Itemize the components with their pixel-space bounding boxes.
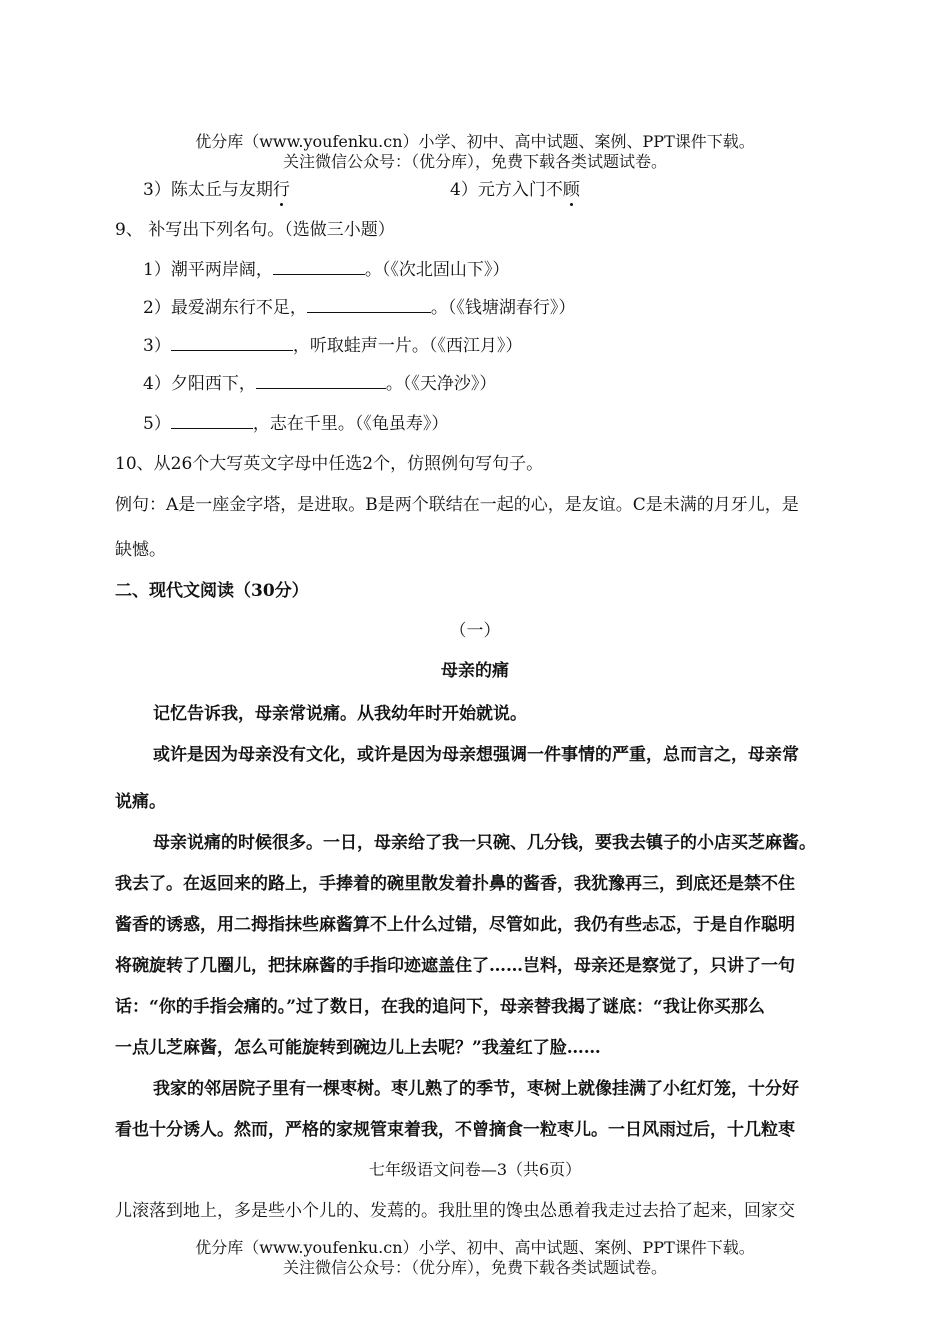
essay-line: 将碗旋转了几圈儿，把抹麻酱的手指印迹遮盖住了……岂料，母亲还是察觉了，只讲了一句 xyxy=(115,956,795,976)
essay-line: 说痛。 xyxy=(115,792,166,812)
q9-item-3: 3） ，听取蛙声一片。（《西江月》） xyxy=(143,336,523,356)
essay-line: 我去了。在返回来的路上，手捧着的碗里散发着扑鼻的酱香，我犹豫再三，到底还是禁不住 xyxy=(115,874,795,894)
essay-line: 一点儿芝麻酱，怎么可能旋转到碗边儿上去呢？”我羞红了脸…… xyxy=(115,1038,601,1058)
header-line-2: 关注微信公众号：（优分库），免费下载各类试题试卷。 xyxy=(282,1258,667,1277)
header-line-1: 优分库（www.youfenku.cn）小学、初中、高中试题、案例、PPT课件下载。 xyxy=(195,132,755,151)
essay-line: 我家的邻居院子里有一棵枣树。枣儿熟了的季节，枣树上就像挂满了小红灯笼，十分好 xyxy=(153,1079,799,1099)
header-line-1: 优分库（www.youfenku.cn）小学、初中、高中试题、案例、PPT课件下载。 xyxy=(195,1238,755,1257)
essay-line: 话：“你的手指会痛的。”过了数日，在我的追问下，母亲替我揭了谜底：“我让你买那么 xyxy=(115,997,765,1017)
q9-item-1: 1）潮平两岸阔， 。（《次北固山下》） xyxy=(143,260,510,280)
q9-item-5: 5） ，志在千里。（《龟虽寿》） xyxy=(143,414,449,434)
q9-title: 9、 补写出下列名句。（选做三小题） xyxy=(115,220,395,240)
page-footer: 七年级语文问卷—3（共6页） xyxy=(368,1160,582,1179)
section-2-title: 二、现代文阅读（30分） xyxy=(115,581,309,601)
q10-example-2: 缺憾。 xyxy=(115,540,166,560)
q10-title: 10、从26个大写英文字母中任选2个，仿照例句写句子。 xyxy=(115,454,544,474)
q10-example-1: 例句：A是一座金字塔，是进取。B是两个联结在一起的心，是友谊。C是未满的月牙儿，是 xyxy=(115,495,799,515)
q8-item-4: 4）元方入门不顾 xyxy=(450,180,580,200)
q9-item-2: 2）最爱湖东行不足， 。（《钱塘湖春行》） xyxy=(143,298,576,318)
essay-continuation: 儿滚落到地上，多是些小个儿的、发蔫的。我肚里的馋虫怂恿着我走过去拾了起来，回家交 xyxy=(115,1201,795,1221)
part-label: （一） xyxy=(449,621,501,641)
essay-line: 酱香的诱惑，用二拇指抹些麻酱算不上什么过错，尽管如此，我仍有些忐忑，于是自作聪明 xyxy=(115,915,795,935)
essay-line: 母亲说痛的时候很多。一日，母亲给了我一只碗、几分钱，要我去镇子的小店买芝麻酱。 xyxy=(153,833,816,853)
q9-item-4: 4）夕阳西下， 。（《天净沙》） xyxy=(143,374,497,394)
essay-line: 看也十分诱人。然而，严格的家规管束着我，不曾摘食一粒枣儿。一日风雨过后，十几粒枣 xyxy=(115,1120,795,1140)
essay-line: 记忆告诉我，母亲常说痛。从我幼年时开始就说。 xyxy=(153,704,527,724)
header-line-2: 关注微信公众号：（优分库），免费下载各类试题试卷。 xyxy=(282,152,667,171)
essay-line: 或许是因为母亲没有文化，或许是因为母亲想强调一件事情的严重，总而言之，母亲常 xyxy=(153,745,799,765)
essay-title: 母亲的痛 xyxy=(441,661,509,681)
q8-item-3: 3）陈太丘与友期行 xyxy=(143,180,290,200)
